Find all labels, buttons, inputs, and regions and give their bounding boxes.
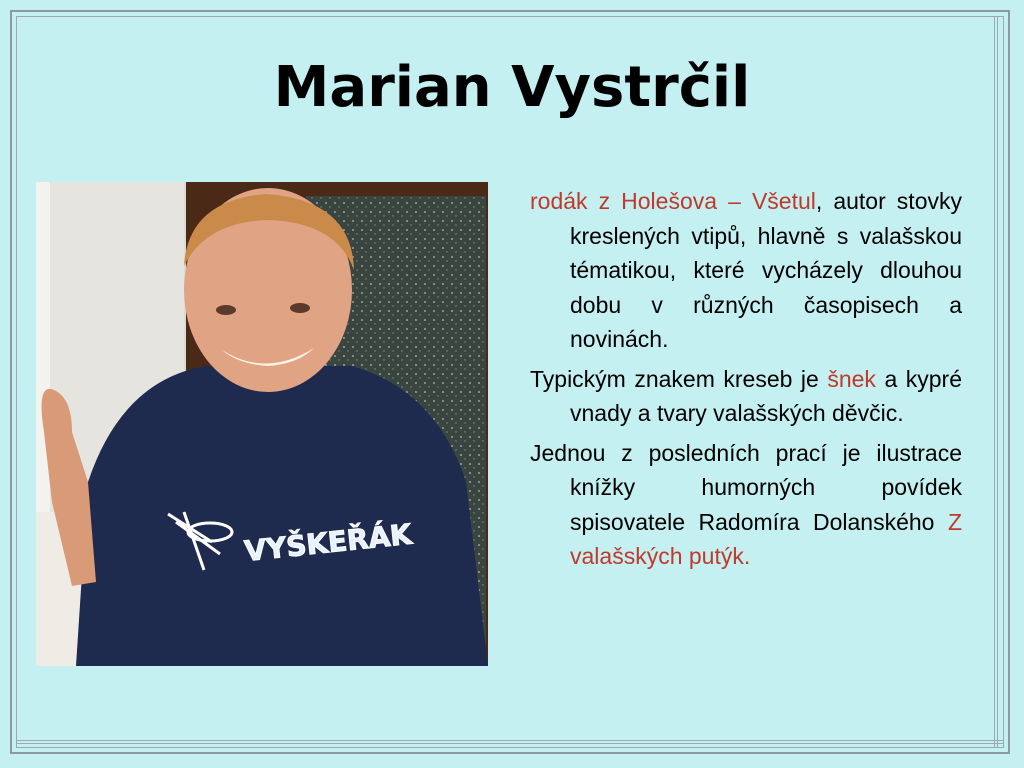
paragraph-trademark-intro: Typickým znakem kreseb je [530,365,828,392]
paragraph-origin-highlight: rodák z Holešova – Všetul [530,188,816,214]
paragraph-trademark-text: a kypré vnady a tvary valašských děvčic. [570,365,962,426]
bullet-list [530,184,962,579]
portrait-photo [36,182,488,666]
paragraph-trademark-highlight: šnek [827,365,876,392]
paragraph-origin-text: , autor stovky kreslených vtipů, hlavně s valašskou tématikou, které vycházely dlouhou dobu v různých časopisech a novinách. [570,188,962,352]
paragraph-origin [530,184,962,357]
shirt-logo-text: VYŠKEŘÁK [242,517,414,569]
slide-frame-bottom-bar [16,740,1004,744]
slide-title: Marian Vystrčil [273,55,751,120]
slide-frame-right-bar [994,16,998,748]
paragraph-trademark [530,362,962,431]
paragraph-latest-work-text: Jednou z posledních prací je ilustrace knížky humorných povídek spisovatele Radomíra Dolanského [530,439,962,535]
paragraph-latest-work [530,436,962,574]
paragraph-latest-work-highlight: Z valašských putýk. [570,508,962,569]
